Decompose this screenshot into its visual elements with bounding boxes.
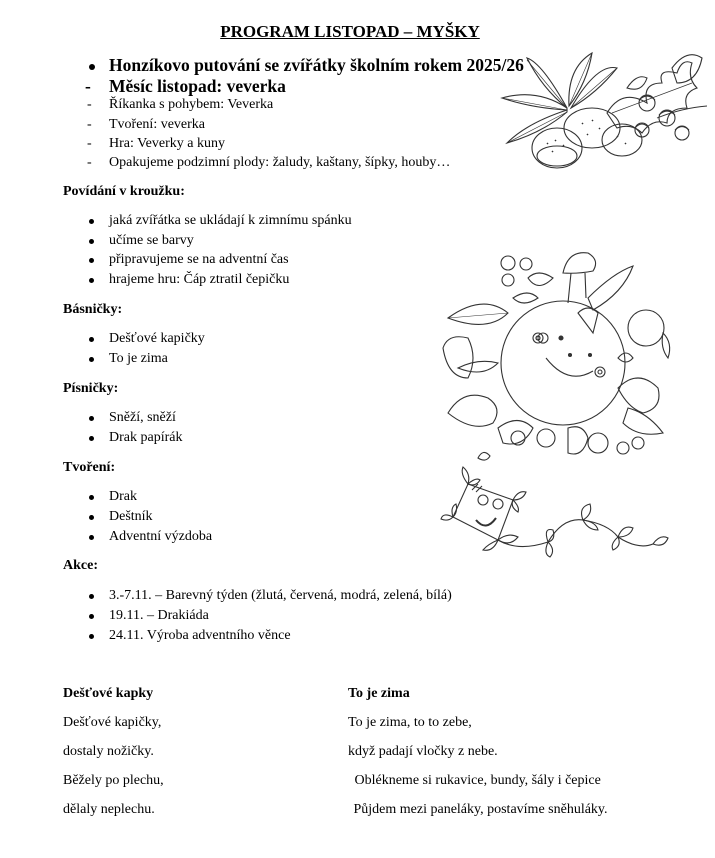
poem-line: dělaly neplechu. (63, 802, 155, 817)
list-item: 19.11. – Drakiáda (109, 608, 209, 623)
intro-dash-item: Tvoření: veverka (109, 117, 206, 132)
bullet-icon (89, 535, 94, 540)
list-item: 3.-7.11. – Barevný týden (žlutá, červená, modrá, zelená, bílá) (109, 588, 452, 603)
poem-line: Půjdem mezi paneláky, postavíme sněhuláky. (350, 802, 608, 817)
list-item: Adventní výzdoba (109, 529, 213, 544)
poem-line: Dešťové kapičky, (63, 715, 162, 730)
intro-dash-item: Opakujeme podzimní plody: žaludy, kaštany, šípky, houby… (109, 155, 451, 170)
intro-dash-item: Říkanka s pohybem: Veverka (109, 97, 274, 112)
bullet-icon (89, 416, 94, 421)
bullet-icon (89, 258, 94, 263)
list-item: připravujeme se na adventní čas (109, 252, 289, 267)
autumn-branch-chestnuts-acorns-icon (497, 48, 707, 183)
section-heading-pisnicky: Písničky: (63, 381, 119, 396)
smiling-sun-autumn-wreath-icon (428, 238, 678, 463)
list-item: Drak (109, 489, 137, 504)
poem-line: když padají vločky z nebe. (348, 744, 498, 759)
dash-icon: - (87, 97, 92, 112)
bullet-icon (89, 495, 94, 500)
kite-with-tail-icon (438, 462, 673, 562)
poem-title-destove-kapky: Dešťové kapky (63, 686, 154, 701)
bullet-icon (89, 594, 94, 599)
bullet-icon (89, 634, 94, 639)
poem-title-to-je-zima: To je zima (348, 686, 410, 701)
intro-dash-item: Hra: Veverky a kuny (109, 136, 225, 151)
bullet-icon (89, 436, 94, 441)
section-heading-basnicky: Básničky: (63, 302, 123, 317)
dash-icon: - (87, 117, 92, 132)
list-item: Drak papírák (109, 430, 183, 445)
poem-line: dostaly nožičky. (63, 744, 154, 759)
bullet-icon (89, 515, 94, 520)
section-heading-akce: Akce: (63, 558, 98, 573)
section-heading-povidani: Povídání v kroužku: (63, 184, 185, 199)
bullet-icon (89, 219, 94, 224)
bullet-icon (89, 278, 94, 283)
dash-icon: - (87, 136, 92, 151)
intro-month-line: Měsíc listopad: veverka (109, 76, 286, 96)
list-item: hrajeme hru: Čáp ztratil čepičku (109, 272, 290, 287)
list-item: učíme se barvy (109, 233, 194, 248)
list-item: 24.11. Výroba adventního věnce (109, 628, 291, 643)
page-title: PROGRAM LISTOPAD – MYŠKY (220, 22, 480, 41)
bullet-icon (89, 357, 94, 362)
bullet-icon (89, 337, 94, 342)
poem-line: Běžely po plechu, (63, 773, 164, 788)
dash-icon: - (87, 155, 92, 170)
dash-icon: - (85, 76, 91, 96)
intro-main-bullet: Honzíkovo putování se zvířátky školním rokem 2025/26 (109, 55, 524, 75)
bullet-icon (89, 239, 94, 244)
list-item: To je zima (109, 351, 168, 366)
poem-line: To je zima, to to zebe, (348, 715, 472, 730)
list-item: Dešťové kapičky (109, 331, 205, 346)
list-item: jaká zvířátka se ukládají k zimnímu spánku (109, 213, 352, 228)
bullet-icon (89, 64, 95, 70)
list-item: Deštník (109, 509, 153, 524)
section-heading-tvoreni: Tvoření: (63, 460, 116, 475)
list-item: Sněží, sněží (109, 410, 176, 425)
poem-line: Oblékneme si rukavice, bundy, šály i čepice (351, 773, 601, 788)
bullet-icon (89, 614, 94, 619)
